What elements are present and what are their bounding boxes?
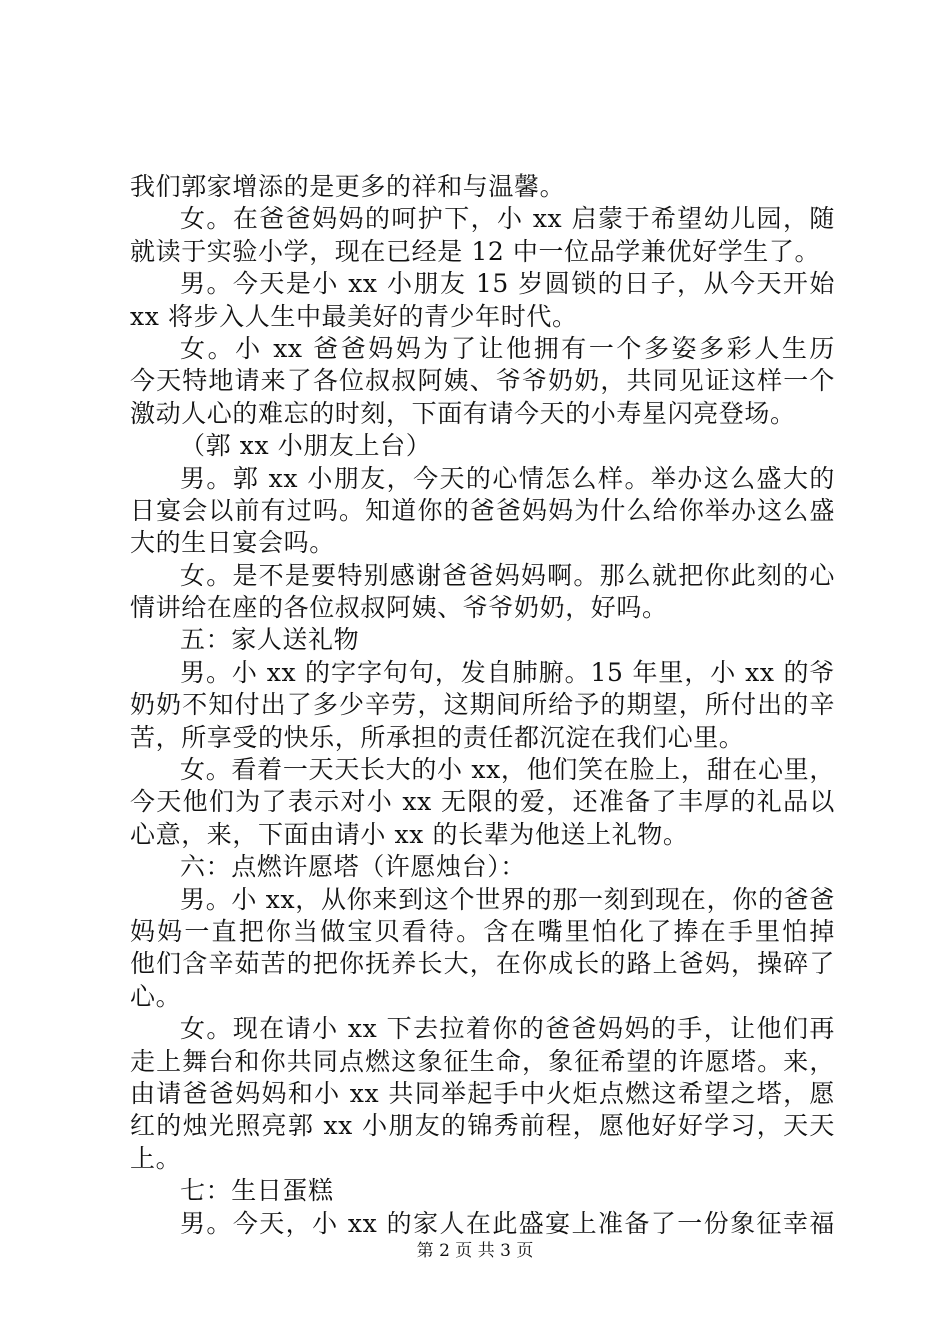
text-line: 女。小 xx 爸爸妈妈为了让他拥有一个多姿多彩人生历 [180, 333, 835, 363]
document-body [130, 171, 835, 1240]
text-line: 上。 [130, 1143, 182, 1173]
text-line: 就读于实验小学，现在已经是 12 中一位品学兼优好学生了。 [130, 236, 821, 266]
text-line: 走上舞台和你共同点燃这象征生命，象征希望的许愿塔。来， [130, 1046, 835, 1076]
text-line: 我们郭家增添的是更多的祥和与温馨。 [130, 172, 566, 201]
text-line: 苦，所享受的快乐，所承担的责任都沉淀在我们心里。 [130, 722, 745, 752]
text-line: 激动人心的难忘的时刻，下面有请今天的小寿星闪亮登场。 [130, 398, 796, 428]
text-line: 男。小 xx 的字字句句，发自肺腑。15 年里，小 xx 的爷 [180, 657, 835, 687]
text-line: 日宴会以前有过吗。知道你的爸爸妈妈为什么给你举办这么盛 [130, 495, 835, 525]
text-line: 女。看着一天天长大的小 xx，他们笑在脸上，甜在心里， [180, 755, 835, 785]
text-line: 男。今天是小 xx 小朋友 15 岁圆锁的日子，从今天开始 [180, 269, 835, 299]
text-line: 红的烛光照亮郭 xx 小朋友的锦秀前程，愿他好好学习，天天 [130, 1111, 835, 1141]
text-line: 他们含辛茹苦的把你抚养长大，在你成长的路上爸妈，操碎了 [130, 949, 835, 979]
text-line: 男。郭 xx 小朋友，今天的心情怎么样。举办这么盛大的 [180, 463, 835, 493]
text-line: 七：生日蛋糕 [180, 1176, 334, 1206]
text-line: 女。是不是要特别感谢爸爸妈妈啊。那么就把你此刻的心 [180, 560, 835, 590]
text-line: 大的生日宴会吗。 [130, 528, 335, 558]
text-line: 六：点燃许愿塔（许愿烛台）： [180, 852, 526, 882]
text-line: 女。现在请小 xx 下去拉着你的爸爸妈妈的手，让他们再 [180, 1014, 835, 1044]
text-line: 今天他们为了表示对小 xx 无限的爱，还准备了丰厚的礼品以 [130, 787, 835, 817]
text-line: 心意，来，下面由请小 xx 的长辈为他送上礼物。 [130, 819, 689, 849]
text-line: 男。小 xx，从你来到这个世界的那一刻到现在，你的爸爸 [180, 884, 835, 914]
text-line: 今天特地请来了各位叔叔阿姨、爷爷奶奶，共同见证这样一个 [130, 366, 835, 396]
text-line: 情讲给在座的各位叔叔阿姨、爷爷奶奶，好吗。 [130, 593, 668, 623]
page-footer: 第 2 页 共 3 页 [416, 1241, 534, 1261]
text-line: 女。在爸爸妈妈的呵护下，小 xx 启蒙于希望幼儿园，随 [180, 204, 835, 234]
text-line: 妈妈一直把你当做宝贝看待。含在嘴里怕化了捧在手里怕掉 [130, 916, 835, 946]
text-line: （郭 xx 小朋友上台） [180, 431, 432, 461]
text-line: 心。 [130, 981, 182, 1011]
text-line: 五：家人送礼物 [180, 625, 360, 655]
text-line: 由请爸爸妈妈和小 xx 共同举起手中火炬点燃这希望之塔，愿 [130, 1078, 835, 1108]
text-line: 男。今天，小 xx 的家人在此盛宴上准备了一份象征幸福 [180, 1208, 835, 1238]
text-line: 奶奶不知付出了多少辛劳，这期间所给予的期望，所付出的辛 [130, 690, 835, 720]
text-line: xx 将步入人生中最美好的青少年时代。 [130, 301, 578, 331]
